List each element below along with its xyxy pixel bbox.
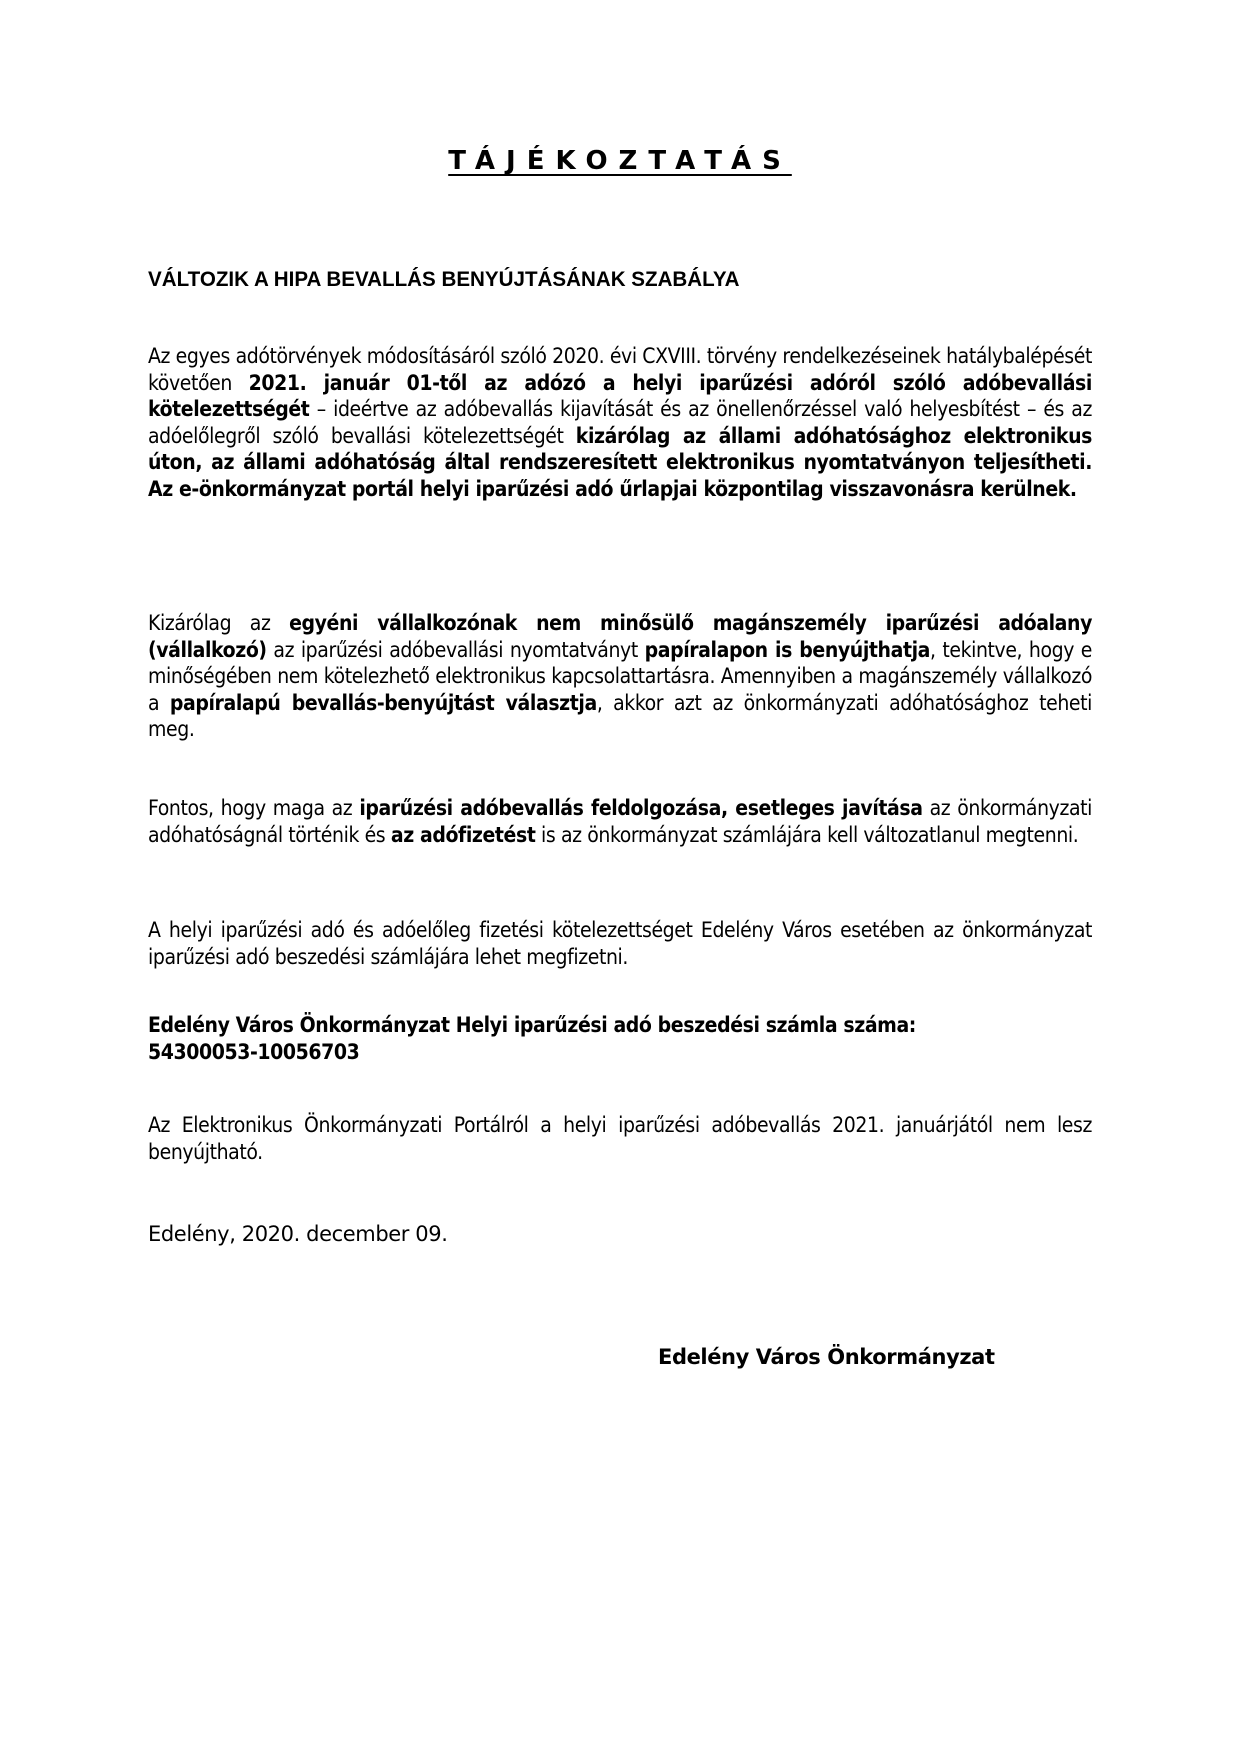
date-line: Edelény, 2020. december 09. (148, 1222, 448, 1246)
text-segment: Az egyes adótörvények módosításáról szóló 2020. évi CXVIII. törvény rendelkezéseinek hatálybalépését követően (148, 344, 1092, 395)
text-segment: A helyi iparűzési adó és adóelőleg fizetési kötelezettséget Edelény Város esetében az önkormányzat iparűzési adó beszedési számlájára lehet megfizetni. (148, 918, 1092, 969)
document-title: TÁJÉKOZTATÁS (448, 146, 792, 176)
text-segment: Kizárólag az (148, 611, 290, 635)
paragraph-processing (148, 795, 1092, 848)
paragraph-legal-change (148, 343, 1092, 502)
bold-text-segment: 2021. január 01-től az adózó a helyi iparűzési adóról szóló adóbevallási kötelezettségét (148, 370, 1092, 421)
bold-text-segment: papíralapú bevallás-benyújtást választja (169, 690, 597, 715)
text-segment: Fontos, hogy maga az (148, 796, 360, 820)
bold-text-segment: papíralapon is benyújthatja (644, 637, 930, 662)
bold-text-segment: egyéni vállalkozónak nem minősülő magánszemély iparűzési adóalany (vállalkozó) (148, 611, 1092, 662)
text-segment: – ideértve az adóbevallás kijavítását és az önellenőrzéssel való helyesbítést – és az adóelőlegről szóló bevallási kötelezettségét (148, 397, 1092, 448)
text-segment: , akkor azt az önkormányzati adóhatósághoz teheti meg. (148, 690, 1093, 741)
text-segment: az iparűzési adóbevallási nyomtatványt (266, 637, 645, 662)
bold-text-segment: iparűzési adóbevallás feldolgozása, esetleges javítása (359, 796, 923, 820)
text-segment: is az önkormányzat számlájára kell változatlanul megtenni. (535, 822, 1079, 847)
paragraph-portal-notice (148, 1112, 1092, 1165)
paragraph-payment (148, 917, 1092, 970)
bold-text-segment: az adófizetést (390, 822, 536, 847)
account-number: 54300053-10056703 (148, 1039, 360, 1064)
paragraph-account-number (148, 1012, 1092, 1065)
account-label: Edelény Város Önkormányzat Helyi iparűzési adó beszedési számla száma: (148, 1013, 916, 1037)
signature: Edelény Város Önkormányzat (658, 1345, 995, 1369)
text-segment: az önkormányzati adóhatóságnál történik és (148, 796, 1092, 847)
section-heading: VÁLTOZIK A HIPA BEVALLÁS BENYÚJTÁSÁNAK SZABÁLYA (148, 268, 740, 291)
bold-text-segment: kizárólag az állami adóhatósághoz elektronikus úton, az állami adóhatóság által rendszeresített elektronikus nyomtatványon teljesítheti. Az e-önkormányzat portál helyi iparűzési adó űrlapjai központilag visszavonásra kerülnek. (148, 423, 1092, 501)
text-segment: , tekintve, hogy e minőségében nem kötelezhető elektronikus kapcsolattartásra. Amennyiben a magánszemély vállalkozó a (148, 637, 1092, 715)
paragraph-paper-filing (148, 610, 1092, 743)
text-segment: Az Elektronikus Önkormányzati Portálról a helyi iparűzési adóbevallás 2021. januárjától nem lesz benyújtható. (148, 1113, 1092, 1164)
